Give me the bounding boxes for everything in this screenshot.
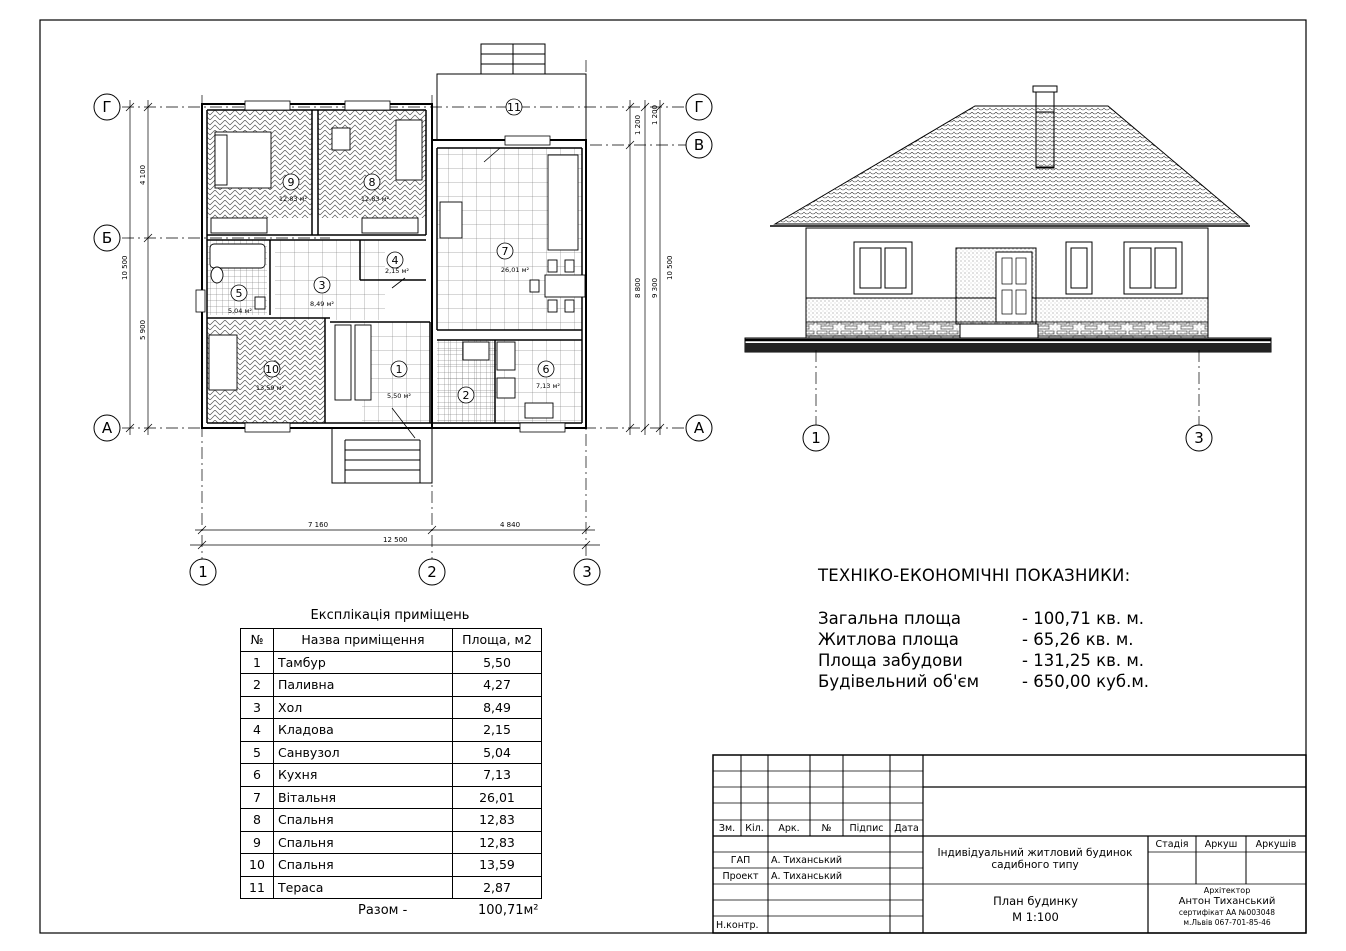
table-row: [241, 651, 542, 674]
tb-architect-role: Архітектор: [1203, 886, 1251, 895]
header-number: №: [241, 629, 274, 652]
room-number: 1: [241, 651, 274, 674]
room-area-9: 12,83 м²: [278, 195, 308, 203]
list-item: [818, 671, 1149, 692]
room-area: 2,15: [453, 719, 542, 742]
axis-marker-g-left: [94, 94, 120, 120]
tb-head-kil: Кіл.: [745, 823, 764, 834]
tb-certificate: сертифікат АА №003048: [1178, 908, 1276, 917]
room-number: 6: [241, 764, 274, 787]
dim-right-1: 1 200: [634, 114, 642, 135]
svg-text:1: 1: [198, 563, 208, 581]
svg-text:4: 4: [391, 254, 399, 267]
room-name: Тамбур: [274, 651, 453, 674]
room-area-3: 8,49 м²: [309, 300, 335, 308]
facade-elevation: [745, 86, 1271, 451]
indicator-label: Будівельний об'єм: [818, 672, 980, 691]
room-name: Кухня: [274, 764, 453, 787]
tb-head-ark: Арк.: [778, 823, 800, 834]
facade-axis-marker-1: [803, 425, 829, 451]
room-name: Хол: [274, 696, 453, 719]
indicator-value: - 650,00 куб.м.: [1022, 672, 1150, 691]
tb-contact: м.Львів 067-701-85-46: [1183, 918, 1271, 927]
table-row: [241, 764, 542, 787]
svg-text:3: 3: [1194, 429, 1204, 447]
svg-text:8: 8: [368, 176, 376, 189]
dim-bottom-1: 7 160: [308, 521, 329, 529]
svg-text:3: 3: [582, 563, 592, 581]
table-row: [241, 741, 542, 764]
room-number: 11: [241, 876, 274, 899]
tb-gap-label: ГАП: [730, 855, 751, 866]
explication-title: Експлікація приміщень: [310, 608, 470, 623]
room-marker-6: [538, 361, 554, 377]
svg-text:А: А: [101, 419, 113, 437]
axis-marker-v-right: [686, 132, 712, 158]
header-room-name: Назва приміщення: [274, 629, 453, 652]
room-marker-3: [314, 277, 330, 293]
explication-header-row: [241, 629, 542, 652]
svg-text:Б: Б: [101, 229, 113, 247]
room-name: Кладова: [274, 719, 453, 742]
dim-left-3: 5 900: [139, 319, 147, 340]
svg-text:В: В: [693, 136, 705, 154]
svg-text:2: 2: [427, 563, 437, 581]
room-area: 8,49: [453, 696, 542, 719]
tb-nkontr-label: Н.контр.: [716, 920, 759, 931]
svg-text:А: А: [693, 419, 705, 437]
tb-project-label: Проект: [722, 871, 759, 882]
dim-left-1: 4 100: [139, 164, 147, 185]
indicator-label: Площа забудови: [818, 651, 963, 670]
table-row: [241, 876, 542, 899]
table-row: [241, 674, 542, 697]
axis-marker-g-right: [686, 94, 712, 120]
tb-project-title: Індивідуальний житловий будинок садибного типу: [937, 847, 1133, 871]
room-number: 7: [241, 786, 274, 809]
dim-left-2: 10 500: [121, 255, 129, 280]
svg-text:9: 9: [287, 176, 295, 189]
room-marker-4: [387, 252, 403, 268]
room-name: Спальня: [274, 854, 453, 877]
room-marker-10: [264, 361, 280, 377]
room-marker-7: [497, 243, 513, 259]
room-marker-11: [506, 99, 522, 115]
axis-marker-2: [419, 559, 445, 585]
room-name: Спальня: [274, 831, 453, 854]
tb-architect-name: Антон Тиханський: [1178, 896, 1276, 907]
table-row: [241, 854, 542, 877]
svg-text:Г: Г: [694, 98, 704, 116]
room-area: 2,87: [453, 876, 542, 899]
indicator-label: Житлова площа: [818, 630, 959, 649]
axis-marker-a-right: [686, 415, 712, 441]
dim-right-2: 1 200: [651, 104, 659, 125]
tb-head-zm: Зм.: [718, 823, 736, 834]
table-row: [241, 809, 542, 832]
total-value: 100,71м²: [478, 903, 539, 918]
room-name: Вітальня: [274, 786, 453, 809]
room-number: 5: [241, 741, 274, 764]
room-area: 5,04: [453, 741, 542, 764]
indicators-title: ТЕХНІКО-ЕКОНОМІЧНІ ПОКАЗНИКИ:: [818, 566, 1131, 585]
room-area: 7,13: [453, 764, 542, 787]
explication-table: [240, 628, 542, 899]
indicator-value: - 65,26 кв. м.: [1022, 630, 1134, 649]
room-area-1: 5,50 м²: [386, 392, 412, 400]
tb-project-name: А. Тиханський: [771, 871, 843, 882]
room-name: Спальня: [274, 809, 453, 832]
tb-gap-name: А. Тиханський: [771, 855, 843, 866]
room-number: 8: [241, 809, 274, 832]
table-row: [241, 831, 542, 854]
list-item: [818, 629, 1149, 650]
room-name: Паливна: [274, 674, 453, 697]
room-area-10: 13,59 м²: [255, 384, 285, 392]
svg-text:5: 5: [235, 287, 243, 300]
axis-marker-a-left: [94, 415, 120, 441]
svg-text:1: 1: [395, 363, 403, 376]
table-row: [241, 719, 542, 742]
tb-head-no: №: [821, 823, 832, 834]
room-number: 10: [241, 854, 274, 877]
room-number: 3: [241, 696, 274, 719]
svg-text:3: 3: [318, 279, 326, 292]
indicator-value: - 131,25 кв. м.: [1022, 651, 1145, 670]
tb-head-signature: Підпис: [849, 823, 884, 834]
svg-text:11: 11: [507, 101, 521, 114]
room-number: 4: [241, 719, 274, 742]
room-area: 12,83: [453, 831, 542, 854]
dim-bottom-2: 4 840: [500, 521, 521, 529]
dim-right-4: 9 300: [651, 277, 659, 298]
list-item: [818, 608, 1149, 629]
indicator-label: Загальна площа: [818, 609, 961, 628]
room-marker-5: [231, 285, 247, 301]
table-row: [241, 786, 542, 809]
room-area: 13,59: [453, 854, 542, 877]
room-area: 12,83: [453, 809, 542, 832]
axis-marker-1: [190, 559, 216, 585]
room-area-8: 12,83 м²: [360, 195, 390, 203]
svg-text:10: 10: [265, 363, 279, 376]
dim-bottom-total: 12 500: [383, 536, 408, 544]
dim-right-5: 10 500: [666, 255, 674, 280]
tb-sheet-title: План будинку: [993, 894, 1078, 908]
room-name: Санвузол: [274, 741, 453, 764]
svg-text:2: 2: [462, 389, 470, 402]
room-number: 9: [241, 831, 274, 854]
svg-text:6: 6: [542, 363, 550, 376]
room-area-6: 7,13 м²: [535, 382, 561, 390]
room-marker-1: [391, 361, 407, 377]
header-area: Площа, м2: [453, 629, 542, 652]
tb-stage-head: Стадія: [1155, 839, 1189, 850]
axis-marker-3: [574, 559, 600, 585]
room-number: 2: [241, 674, 274, 697]
table-row: [241, 696, 542, 719]
svg-text:7: 7: [501, 245, 509, 258]
facade-axis-marker-3: [1186, 425, 1212, 451]
room-area: 26,01: [453, 786, 542, 809]
dim-right-3: 8 800: [634, 277, 642, 298]
room-area-7: 26,01 м²: [500, 266, 530, 274]
svg-text:Г: Г: [102, 98, 112, 116]
total-label: Разом -: [358, 903, 408, 918]
tb-sheet-head: Аркуш: [1204, 839, 1238, 850]
tb-head-date: Дата: [894, 823, 919, 834]
room-marker-2: [458, 387, 474, 403]
list-item: [818, 650, 1149, 671]
axis-marker-b-left: [94, 225, 120, 251]
svg-text:1: 1: [811, 429, 821, 447]
tb-sheets-head: Аркушів: [1255, 839, 1297, 850]
tb-scale: М 1:100: [1012, 910, 1059, 924]
indicator-value: - 100,71 кв. м.: [1022, 609, 1145, 628]
floor-plan: [94, 44, 712, 585]
indicators-list: [818, 608, 1149, 692]
room-area: 4,27: [453, 674, 542, 697]
room-marker-8: [364, 174, 380, 190]
room-area: 5,50: [453, 651, 542, 674]
room-area-5: 5,04 м²: [227, 307, 253, 315]
room-marker-9: [283, 174, 299, 190]
room-name: Тераса: [274, 876, 453, 899]
room-area-4: 2,15 м²: [384, 267, 410, 275]
